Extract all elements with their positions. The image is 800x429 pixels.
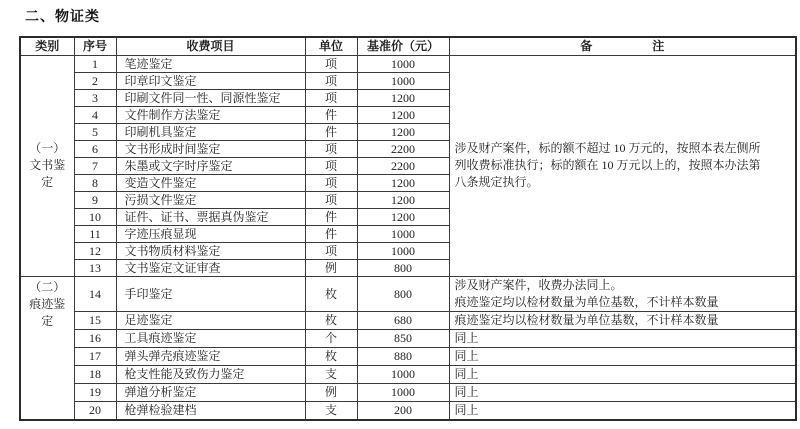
price-cell: 1200: [357, 89, 449, 106]
header-row: [20, 37, 796, 55]
price-cell: 800: [357, 259, 449, 276]
item-cell: 文书鉴定文证审查: [116, 259, 305, 276]
category-cell-document-exam: （一） 文书鉴 定: [20, 55, 74, 276]
price-cell: 1000: [357, 365, 449, 383]
seq-cell: 10: [74, 208, 116, 225]
unit-cell: 件: [305, 208, 357, 225]
item-cell: 污损文件鉴定: [116, 191, 305, 208]
seq-cell: 18: [74, 365, 116, 383]
unit-cell: 项: [305, 174, 357, 191]
item-cell: 弹道分析鉴定: [116, 383, 305, 401]
seq-cell: 13: [74, 259, 116, 276]
table-row: [20, 383, 796, 401]
seq-cell: 5: [74, 123, 116, 140]
unit-cell: 项: [305, 140, 357, 157]
price-cell: 2200: [357, 157, 449, 174]
seq-cell: 11: [74, 225, 116, 242]
unit-cell: 例: [305, 383, 357, 401]
price-cell: 1000: [357, 242, 449, 259]
item-cell: 印章印文鉴定: [116, 72, 305, 89]
table-row: [20, 365, 796, 383]
table-row: [20, 401, 796, 420]
item-cell: 手印鉴定: [116, 276, 305, 311]
item-cell: 足迹鉴定: [116, 311, 305, 329]
seq-cell: 1: [74, 55, 116, 72]
remark-cell: 同上: [449, 365, 796, 383]
price-cell: 1000: [357, 383, 449, 401]
price-cell: 1200: [357, 174, 449, 191]
price-cell: 680: [357, 311, 449, 329]
seq-cell: 4: [74, 106, 116, 123]
seq-cell: 6: [74, 140, 116, 157]
price-cell: 1200: [357, 191, 449, 208]
price-cell: 1000: [357, 72, 449, 89]
item-cell: 字迹压痕显现: [116, 225, 305, 242]
unit-cell: 枚: [305, 347, 357, 365]
seq-cell: 12: [74, 242, 116, 259]
unit-cell: 枚: [305, 311, 357, 329]
table-row: [20, 329, 796, 347]
unit-cell: 件: [305, 106, 357, 123]
price-cell: 850: [357, 329, 449, 347]
remark-cell: 同上: [449, 401, 796, 420]
unit-cell: 项: [305, 89, 357, 106]
col-header-seq: 序号: [74, 37, 116, 55]
remark-cell: 痕迹鉴定均以检材数量为单位基数，不计样本数量: [449, 311, 796, 329]
remark-cell: 涉及财产案件，收费办法同上。 痕迹鉴定均以检材数量为单位基数，不计样本数量: [449, 276, 796, 311]
seq-cell: 20: [74, 401, 116, 420]
item-cell: 枪支性能及致伤力鉴定: [116, 365, 305, 383]
seq-cell: 14: [74, 276, 116, 311]
unit-cell: 支: [305, 401, 357, 420]
unit-cell: 件: [305, 225, 357, 242]
col-header-price: 基准价（元）: [357, 37, 449, 55]
item-cell: 笔迹鉴定: [116, 55, 305, 72]
price-cell: 2200: [357, 140, 449, 157]
unit-cell: 项: [305, 72, 357, 89]
seq-cell: 7: [74, 157, 116, 174]
unit-cell: 枚: [305, 276, 357, 311]
price-cell: 880: [357, 347, 449, 365]
item-cell: 证件、证书、票据真伪鉴定: [116, 208, 305, 225]
seq-cell: 2: [74, 72, 116, 89]
unit-cell: 个: [305, 329, 357, 347]
price-cell: 200: [357, 401, 449, 420]
table-row: [20, 55, 796, 72]
unit-cell: 支: [305, 365, 357, 383]
page-title: 二、物证类: [25, 10, 100, 25]
item-cell: 文书物质材料鉴定: [116, 242, 305, 259]
table-row: [20, 347, 796, 365]
seq-cell: 8: [74, 174, 116, 191]
item-cell: 枪弹检验建档: [116, 401, 305, 420]
col-header-unit: 单位: [305, 37, 357, 55]
item-cell: 文书形成时间鉴定: [116, 140, 305, 157]
seq-cell: 19: [74, 383, 116, 401]
col-header-item: 收费项目: [116, 37, 305, 55]
seq-cell: 16: [74, 329, 116, 347]
col-header-category: 类别: [20, 37, 74, 55]
price-cell: 1000: [357, 225, 449, 242]
unit-cell: 项: [305, 191, 357, 208]
price-cell: 1200: [357, 208, 449, 225]
remark-cell: 同上: [449, 383, 796, 401]
item-cell: 印刷文件同一性、同源性鉴定: [116, 89, 305, 106]
remark-cell: 同上: [449, 329, 796, 347]
seq-cell: 15: [74, 311, 116, 329]
price-cell: 1200: [357, 123, 449, 140]
price-cell: 1200: [357, 106, 449, 123]
table-row: [20, 311, 796, 329]
fee-schedule-table: [19, 36, 797, 421]
unit-cell: 例: [305, 259, 357, 276]
category-cell-trace-exam: （二） 痕迹鉴 定: [20, 276, 74, 420]
item-cell: 印刷机具鉴定: [116, 123, 305, 140]
unit-cell: 件: [305, 123, 357, 140]
table-row: [20, 276, 796, 311]
col-header-remark: 备 注: [449, 37, 796, 55]
item-cell: 工具痕迹鉴定: [116, 329, 305, 347]
seq-cell: 3: [74, 89, 116, 106]
item-cell: 变造文件鉴定: [116, 174, 305, 191]
seq-cell: 17: [74, 347, 116, 365]
remark-cell: 同上: [449, 347, 796, 365]
section-remark-cell: 涉及财产案件，标的额不超过 10 万元的，按照本表左侧所 列收费标准执行；标的额在 10 万元以上的，按照本办法第 八条规定执行。: [449, 55, 796, 276]
unit-cell: 项: [305, 55, 357, 72]
unit-cell: 项: [305, 157, 357, 174]
item-cell: 文件制作方法鉴定: [116, 106, 305, 123]
item-cell: 朱墨或文字时序鉴定: [116, 157, 305, 174]
seq-cell: 9: [74, 191, 116, 208]
item-cell: 弹头弹壳痕迹鉴定: [116, 347, 305, 365]
price-cell: 800: [357, 276, 449, 311]
unit-cell: 项: [305, 242, 357, 259]
price-cell: 1000: [357, 55, 449, 72]
